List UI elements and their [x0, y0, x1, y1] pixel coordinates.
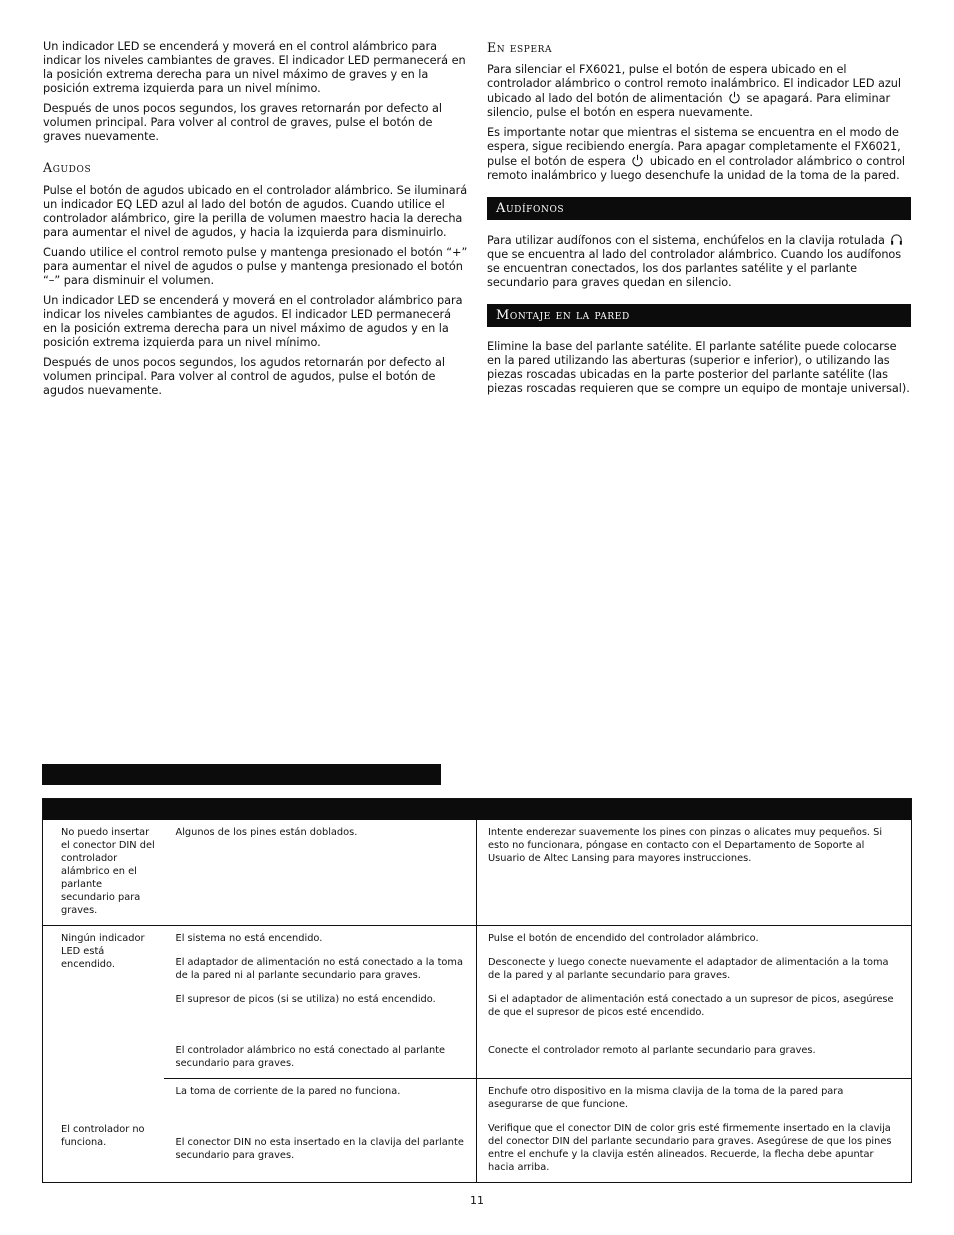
- treble-paragraph: Un indicador LED se encenderá y moverá en el controlador alámbrico para indicar los niveles cambiantes de agudos. El indicador LED permanecerá en la posición extrema derecha para un nivel máximo de agudos y en la posición extrema izquierda para un nivel mínimo.: [43, 294, 463, 349]
- troubleshooting-title-bar: [42, 764, 441, 785]
- headphones-text: que se encuentra al lado del controlador alámbrico. Cuando los audífonos se encuentran conectados, los dos parlantes satélite y el parlante secundario para graves quedan en silencio.: [487, 248, 902, 289]
- standby-paragraph: [487, 126, 911, 183]
- table-row: [43, 925, 912, 1078]
- power-icon: [728, 91, 741, 104]
- headphones-text: Para utilizar audífonos con el sistema, enchúfelos en la clavija rotulada: [487, 234, 885, 247]
- troubleshooting-table: [42, 798, 912, 1183]
- solution-item: Si el adaptador de alimentación está conectado a un supresor de picos, asegúrese de que el supresor de picos esté encendido.: [488, 993, 894, 1018]
- left-column: [43, 40, 468, 404]
- cause-cell: [164, 1078, 477, 1182]
- standby-text: se apagará. Para eliminar silencio, pulse el botón en espera nuevamente.: [487, 92, 891, 119]
- solution-cell: [477, 925, 912, 1078]
- solution-item: Pulse el botón de encendido del controlador alámbrico.: [488, 932, 759, 944]
- cause-item: El supresor de picos (si se utiliza) no está encendido.: [175, 993, 436, 1005]
- cause-item: El adaptador de alimentación no está conectado a la toma de la pared ni al parlante secundario para graves.: [175, 956, 463, 981]
- table-row: [43, 820, 912, 926]
- page-number: 11: [470, 1194, 484, 1207]
- standby-paragraph: [487, 63, 911, 120]
- treble-heading: Agudos: [43, 160, 92, 175]
- cause-cell: [164, 925, 477, 1078]
- headphones-paragraph: [487, 233, 911, 290]
- table-header-row: [43, 799, 912, 820]
- cause-item: El controlador alámbrico no está conectado al parlante secundario para graves.: [175, 1044, 446, 1069]
- solution-item: Enchufe otro dispositivo en la misma clavija de la toma de la pared para asegurarse de que funcione.: [488, 1085, 844, 1110]
- right-column: [487, 40, 911, 402]
- standby-text: Para silenciar el FX6021, pulse el botón de espera ubicado en el controlador alámbrico o control remoto inalámbrico. El indicador LED azul ubicado al lado del botón de alimentación: [487, 63, 901, 105]
- cause-item: El sistema no está encendido.: [175, 932, 323, 944]
- solution-item: Verifique que el conector DIN de color gris esté firmemente insertado en la clavija del conector DIN del parlante secundario para graves. Asegúrese de que los pines entre el enchufe y la clavija estén alineados. Recuerde, la flecha debe apuntar hacia arriba.: [488, 1122, 892, 1173]
- standby-heading: En espera: [487, 40, 553, 55]
- symptom-cell: El controlador no funciona.: [61, 1124, 145, 1148]
- treble-paragraph: Cuando utilice el control remoto pulse y mantenga presionado el botón “+” para aumentar el nivel de agudos o pulse y mantenga presionado el botón “–” para disminuir el volumen.: [43, 246, 468, 287]
- cause-cell: Algunos de los pines están doblados.: [164, 820, 477, 926]
- standby-text: Es importante notar que mientras el sistema se encuentra en el modo de espera, sigue recibiendo energía. Para apagar completamente el FX6021, pulse el botón de espera: [487, 126, 901, 168]
- wallmount-paragraph: Elimine la base del parlante satélite. El parlante satélite puede colocarse en la pared utilizando las aberturas (superior e inferior), o utilizando las piezas roscadas ubicadas en la parte posterior del parlante satélite (las piezas roscadas requieren que se compre un equipo de montaje universal).: [487, 340, 910, 395]
- cause-item: El conector DIN no esta insertado en la clavija del parlante secundario para graves.: [175, 1136, 464, 1161]
- headphones-icon: [890, 233, 903, 246]
- symptom-cell: No puedo insertar el conector DIN del controlador alámbrico en el parlante secundario para graves.: [43, 820, 164, 926]
- treble-paragraph: Pulse el botón de agudos ubicado en el controlador alámbrico. Se iluminará un indicador EQ LED azul al lado del botón de agudos. Cuando utilice el controlador alámbrico, gire la perilla de volumen maestro hacia la derecha para aumentar el nivel de agudos, y hacia la izquierda para disminuirlo.: [43, 184, 468, 239]
- headphones-heading: Audífonos: [487, 197, 911, 220]
- treble-paragraph: Después de unos pocos segundos, los agudos retornarán por defecto al volumen principal. Para volver al control de agudos, pulse el botón de agudos nuevamente.: [43, 356, 445, 397]
- standby-text: ubicado en el controlador alámbrico o control remoto inalámbrico y luego desenchufe la unidad de la toma de la pared.: [487, 155, 906, 182]
- solution-item: Conecte el controlador remoto al parlante secundario para graves.: [488, 1044, 816, 1056]
- wallmount-heading: Montaje en la pared: [487, 304, 911, 327]
- solution-item: Desconecte y luego conecte nuevamente el adaptador de alimentación a la toma de la pared y al parlante secundario para graves.: [488, 956, 889, 981]
- solution-cell: [477, 1078, 912, 1182]
- table-header-bar: [43, 799, 912, 820]
- table-row: [43, 1078, 912, 1182]
- bass-paragraph: Un indicador LED se encenderá y moverá en el control alámbrico para indicar los niveles cambiantes de graves. El indicador LED permanecerá en la posición extrema derecha para un nivel máximo de graves y en la posición extrema izquierda para un nivel mínimo.: [43, 40, 466, 95]
- solution-cell: Intente enderezar suavemente los pines con pinzas o alicates muy pequeños. Si esto no funcionara, póngase en contacto con el Departamento de Soporte al Usuario de Altec Lansing para mayores instrucciones.: [477, 820, 912, 926]
- symptom-cell: Ningún indicador LED está encendido.: [61, 932, 145, 970]
- cause-item: La toma de corriente de la pared no funciona.: [175, 1085, 401, 1097]
- power-icon: [631, 154, 644, 167]
- bass-paragraph: Después de unos pocos segundos, los graves retornarán por defecto al volumen principal. Para volver al control de graves, pulse el botón de graves nuevamente.: [43, 102, 442, 143]
